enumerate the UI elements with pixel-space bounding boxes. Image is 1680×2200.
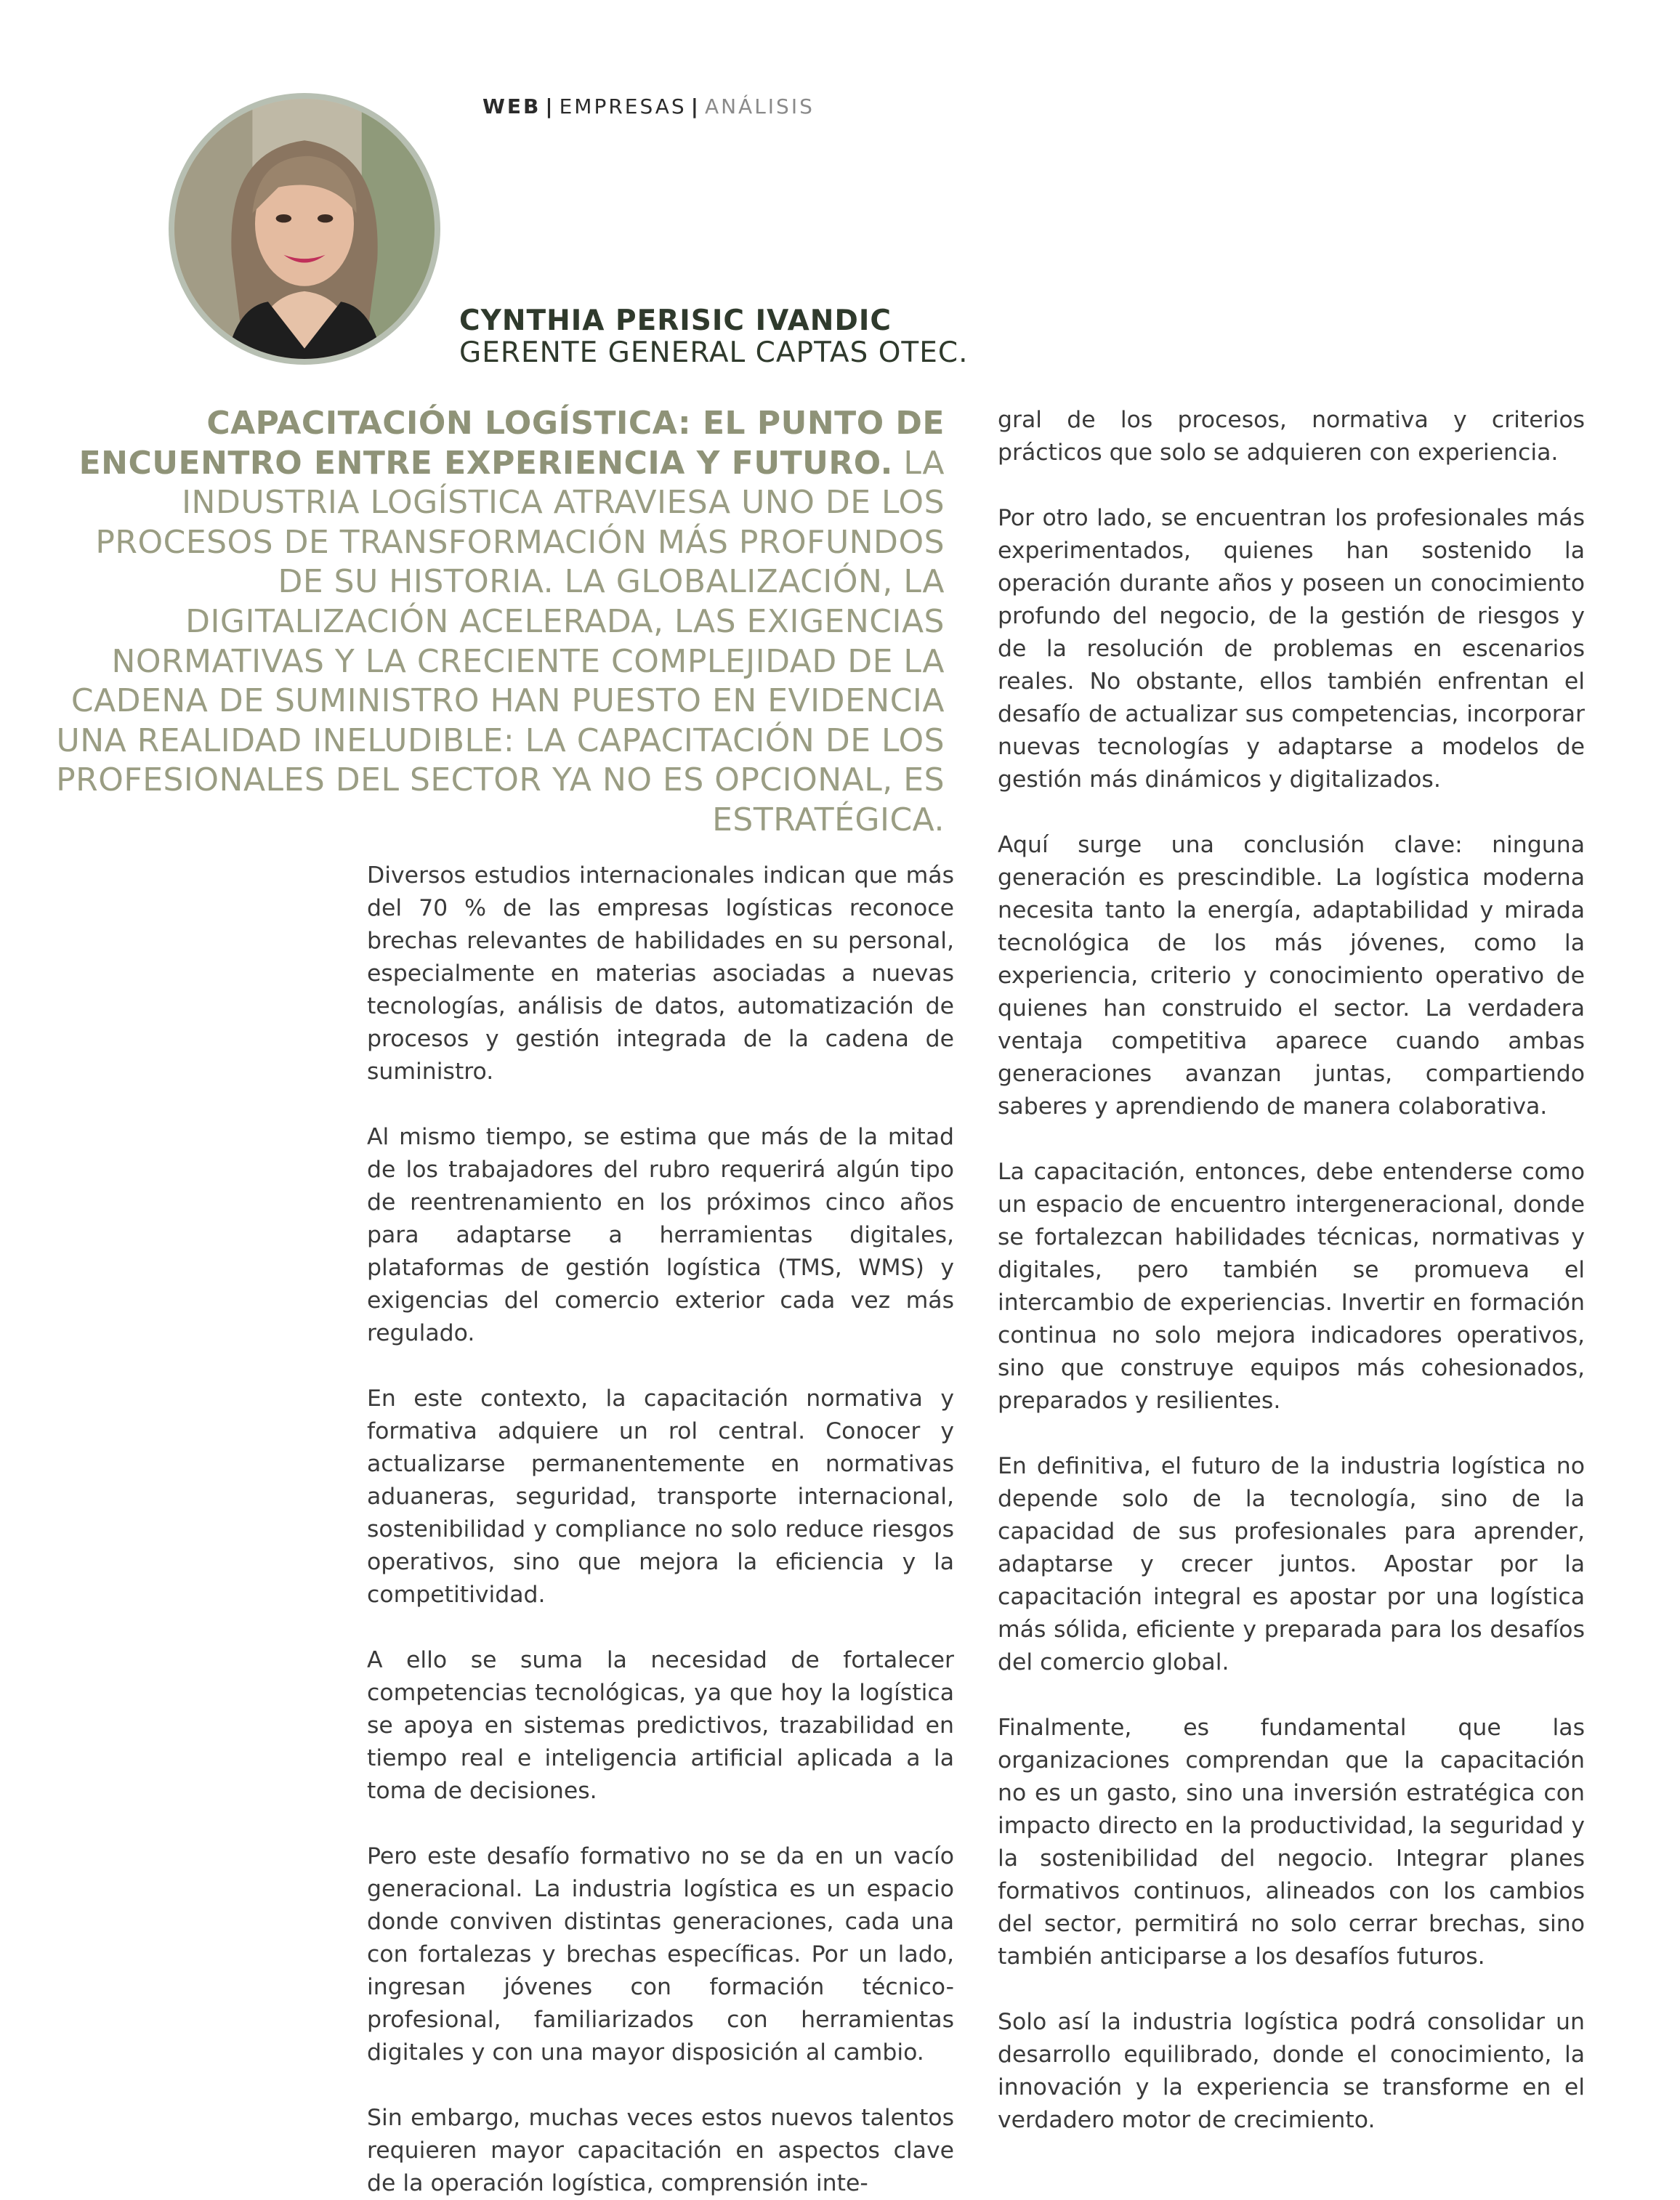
body-paragraph: Aquí surge una conclusión clave: ninguna generación es prescindible. La logística moderna necesita tanto la energía, adaptabilidad y mirada tecnológica de los más jóvenes, como la experiencia, criterio y conocimiento operativo de quienes han construido el sector. La verdadera ventaja competitiva aparece cuando ambas generaciones avanzan juntas, compartiendo saberes y aprendiendo de manera colaborativa. bbox=[998, 832, 1585, 1120]
body-paragraph: Solo así la industria logística podrá consolidar un desarrollo equilibrado, donde el conocimiento, la innovación y la experiencia se transforme en el verdadero motor de crecimiento. bbox=[998, 2009, 1585, 2133]
author-name: CYNTHIA PERISIC IVANDIC bbox=[459, 304, 892, 337]
section-web: WEB bbox=[482, 94, 541, 118]
breadcrumb-separator: | bbox=[690, 94, 700, 118]
author-role: GERENTE GENERAL CAPTAS OTEC. bbox=[459, 336, 969, 369]
author-photo bbox=[169, 93, 440, 365]
body-paragraph: A ello se suma la necesidad de fortalecer competencias tecnológicas, ya que hoy la logística se apoya en sistemas predictivos, trazabilidad en tiempo real e inteligencia artificial aplicada a la toma de decisiones. bbox=[367, 1647, 954, 1804]
body-paragraph: Sin embargo, muchas veces estos nuevos talentos requieren mayor capacitación en aspectos clave de la operación logística, comprensión inte- bbox=[367, 2105, 954, 2196]
article-title: CAPACITACIÓN LOGÍSTICA: EL PUNTO DE ENCUENTRO ENTRE EXPERIENCIA Y FUTURO. bbox=[78, 405, 945, 482]
section-analisis: ANÁLISIS bbox=[704, 94, 815, 118]
body-paragraph: Al mismo tiempo, se estima que más de la mitad de los trabajadores del rubro requerirá algún tipo de reentrenamiento en los próximos cinco años para adaptarse a herramientas digitales, plataformas de gestión logística (TMS, WMS) y exigencias del comercio exterior cada vez más regulado. bbox=[367, 1124, 954, 1346]
breadcrumb-separator: | bbox=[545, 94, 555, 118]
body-paragraph: En definitiva, el futuro de la industria logística no depende solo de la tecnología, sino de la capacidad de sus profesionales para aprender, adaptarse y crecer juntos. Apostar por la capacitación integral es apostar por una logística más sólida, eficiente y preparada para los desafíos del comercio global. bbox=[998, 1453, 1585, 1675]
body-paragraph: gral de los procesos, normativa y criterios prácticos que solo se adquieren con experiencia. bbox=[998, 407, 1585, 466]
author-block bbox=[459, 305, 968, 369]
body-paragraph: Pero este desafío formativo no se da en un vacío generacional. La industria logística es un espacio donde conviven distintas generaciones, cada una con fortalezas y brechas específicas. Por un lado, ingresan jóvenes con formación técnico-profesional, familiarizados con herramientas digitales y con una mayor disposición al cambio. bbox=[367, 1843, 954, 2066]
body-column-right bbox=[998, 404, 1585, 2137]
body-column-left bbox=[367, 860, 954, 2200]
author-portrait-icon bbox=[174, 99, 435, 359]
body-paragraph: Por otro lado, se encuentran los profesionales más experimentados, quienes han sostenido la operación durante años y poseen un conocimiento profundo del negocio, de la gestión de riesgos y de la resolución de problemas en escenarios reales. No obstante, ellos también enfrentan el desafío de actualizar sus competencias, incorporar nuevas tecnologías y adaptarse a modelos de gestión más dinámicos y digitalizados. bbox=[998, 505, 1585, 793]
body-paragraph: La capacitación, entonces, debe entenderse como un espacio de encuentro intergeneracional, donde se fortalezcan habilidades técnicas, normativas y digitales, pero también se promueva el intercambio de experiencias. Invertir en formación continua no solo mejora indicadores operativos, sino que construye equipos más cohesionados, preparados y resilientes. bbox=[998, 1159, 1585, 1414]
lead-text: LA INDUSTRIA LOGÍSTICA ATRAVIESA UNO DE LOS PROCESOS DE TRANSFORMACIÓN MÁS PROFUNDOS DE SU HISTORIA. LA GLOBALIZACIÓN, LA DIGITALIZACIÓN ACELERADA, LAS EXIGENCIAS NORMATIVAS Y LA CRECIENTE COMPLEJIDAD DE LA CADENA DE SUMINISTRO HAN PUESTO EN EVIDENCIA UNA REALIDAD INELUDIBLE: LA CAPACITACIÓN DE LOS PROFESIONALES DEL SECTOR YA NO ES OPCIONAL, ES ESTRATÉGICA. bbox=[56, 444, 945, 838]
body-paragraph: Diversos estudios internacionales indican que más del 70 % de las empresas logísticas reconoce brechas relevantes de habilidades en su personal, especialmente en materias asociadas a nuevas tecnologías, análisis de datos, automatización de procesos y gestión integrada de la cadena de suministro. bbox=[367, 862, 954, 1085]
body-paragraph: Finalmente, es fundamental que las organizaciones comprendan que la capacitación no es un gasto, sino una inversión estratégica con impacto directo en la productividad, la seguridad y la sostenibilidad del negocio. Integrar planes formativos continuos, alineados con los cambios del sector, permitirá no solo cerrar brechas, sino también anticiparse a los desafíos futuros. bbox=[998, 1715, 1585, 1970]
body-paragraph: En este contexto, la capacitación normativa y formativa adquiere un rol central. Conocer y actualizarse permanentemente en normativas aduaneras, seguridad, transporte internacional, sostenibilidad y compliance no solo reduce riesgos operativos, sino que mejora la eficiencia y la competitividad. bbox=[367, 1386, 954, 1608]
section-empresas: EMPRESAS bbox=[559, 94, 687, 118]
section-breadcrumb bbox=[482, 94, 815, 118]
lead-paragraph bbox=[44, 404, 945, 841]
